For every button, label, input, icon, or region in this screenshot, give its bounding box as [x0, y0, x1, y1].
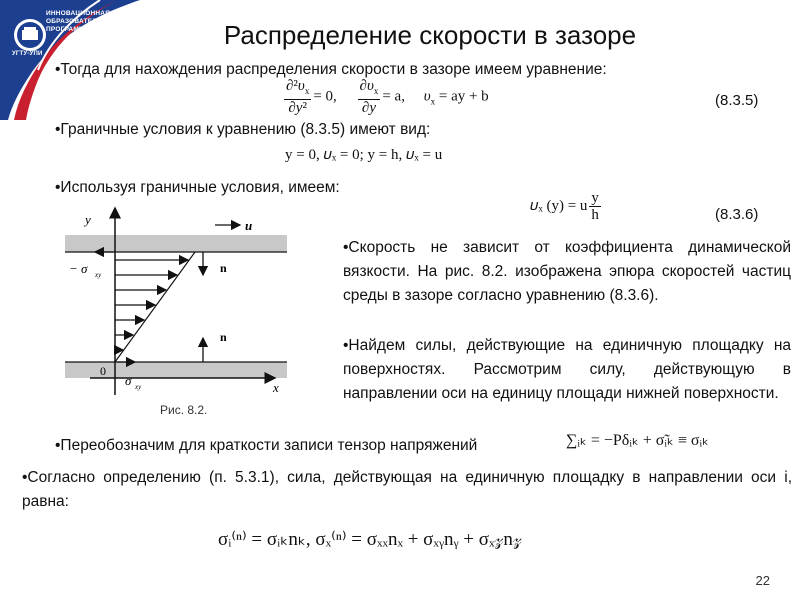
bullet-velocity-independence: •Скорость не зависит от коэффициента динамической вязкости. На рис. 8.2. изображена эпюра скоростей частиц среды в зазоре согласно уравнению (8.3.6). [343, 239, 791, 304]
bullet-find-forces: •Найдем силы, действующие на единичную площадку на поверхностях. Рассмотрим силу, действующую в направлении оси на единицу площади нижней поверхности. [343, 337, 791, 402]
equation-8-3-6-denominator: h [591, 207, 599, 223]
bullet-force-definition: •Согласно определению (п. 5.3.1), сила, действующая на единичную площадку в направлении оси i, равна: [22, 469, 792, 510]
equation-number-8-3-5: (8.3.5) [715, 92, 759, 109]
equation-8-3-5-part4: = ay + b [438, 88, 489, 105]
page-number: 22 [755, 573, 770, 588]
logo-line1: ИННОВАЦИОННАЯ [46, 10, 111, 17]
page-title: Распределение скорости в зазоре [223, 20, 637, 50]
first-derivative-fraction: $\frac{\partial\upsilon_x}{\partial y}$ [359, 78, 379, 116]
equation-number-8-3-6: (8.3.6) [715, 206, 759, 223]
velocity-profile-line [115, 252, 195, 362]
bullet-boundary-conditions: •Граничные условия к уравнению (8.3.5) имеют вид: [55, 121, 431, 138]
equation-force-components: σᵢ⁽ⁿ⁾ = σᵢₖnₖ, σₓ⁽ⁿ⁾ = σₓₓnₓ + σₓᵧnᵧ + σₓ𝓏n𝓏 [218, 529, 522, 550]
bullet-using-conditions: •Используя граничные условия, имеем: [55, 179, 340, 196]
stress-label-top-sub: xy [95, 271, 102, 279]
figure-velocity-profile [55, 200, 345, 405]
equation-8-3-6 [530, 190, 603, 223]
equation-8-3-6-lhs: 𝜐ₓ (y) = u [530, 197, 588, 214]
equation-8-3-5-part3: = a, [382, 88, 405, 105]
logo-line2: ОБРАЗОВАТЕЛЬНАЯ [46, 18, 117, 25]
stress-label-bottom: σ [125, 373, 132, 388]
logo-line3: ПРОГРАММА [46, 26, 90, 33]
normal-label-bottom: n [220, 330, 227, 344]
equation-stress-tensor: ∑ᵢₖ = −Pδᵢₖ + σ̃ᵢₖ ≡ σᵢₖ [566, 432, 709, 449]
bullet-tensor-notation: •Переобозначим для краткости записи тензор напряжений [55, 437, 478, 454]
equation-8-3-6-fraction [589, 190, 601, 223]
axis-label-y: y [85, 212, 91, 227]
lower-plate [65, 362, 287, 378]
velocity-arrows [115, 260, 188, 350]
normal-label-top: n [220, 261, 227, 275]
bullet-equation-intro: •Тогда для нахождения распределения скорости в зазоре имеем уравнение: [55, 61, 607, 78]
axis-label-x: x [273, 380, 279, 395]
equation-boundary-conditions: y = 0, 𝜐ₓ = 0; y = h, 𝜐ₓ = u [285, 147, 443, 163]
equation-8-3-6-numerator: y [591, 190, 599, 206]
figure-caption: Рис. 8.2. [160, 403, 208, 417]
equation-8-3-5-part2: = 0, [313, 88, 337, 105]
equation-8-3-5: $\frac{\partial^2\upsilon_x}{\text{∂y²}}$ = 0, $\frac{\partial\upsilon_x}{\partial y}$ = a, $\upsilon_x$ = ay + b [286, 78, 489, 116]
stress-label-bottom-sub: xy [135, 383, 142, 391]
second-derivative-fraction: $\frac{\partial^2\upsilon_x}{\text{∂y²}}$ [286, 78, 310, 116]
logo-arc-text: УГТУ-УПИ [12, 51, 43, 57]
stress-label-top: − σ [69, 261, 88, 276]
upper-plate [65, 235, 287, 252]
velocity-label: u [245, 218, 253, 233]
origin-label: 0 [100, 364, 106, 378]
